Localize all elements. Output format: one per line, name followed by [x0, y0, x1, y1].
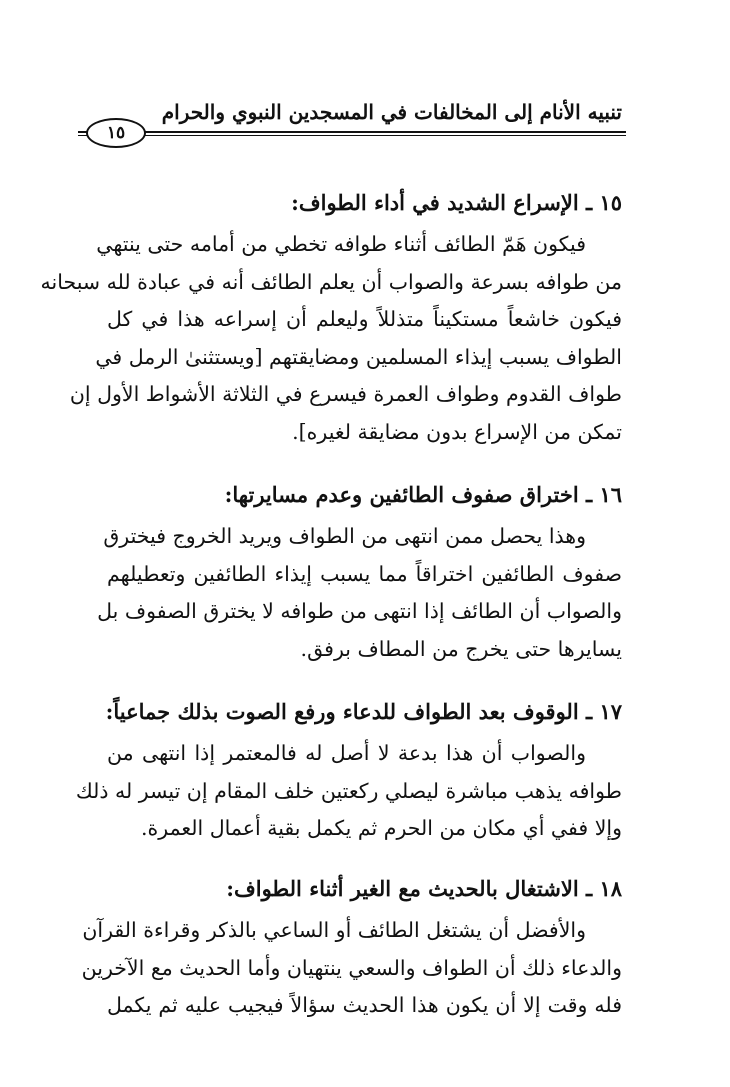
section-15 [40, 186, 622, 451]
paragraph-line: وهذا يحصل ممن انتهى من الطواف ويريد الخروج فيخترق [103, 524, 586, 548]
paragraph-line: صفوف الطائفين اختراقاً مما يسبب إيذاء الطائفين وتعطيلهم [107, 561, 622, 586]
section-18 [81, 872, 622, 1025]
section-heading: ١٦ ـ اختراق صفوف الطائفين وعدم مسايرتها: [224, 482, 622, 507]
section-heading: ١٥ ـ الإسراع الشديد في أداء الطواف: [291, 190, 622, 215]
section-paragraph [97, 518, 622, 668]
paragraph-line: فيكون خاشعاً مستكيناً متذللاً وليعلم أن إسراعه هذا في كل [107, 307, 622, 331]
paragraph-line: تمكن من الإسراع بدون مضايقة لغيره]. [292, 419, 622, 444]
paragraph-line: والصواب أن هذا بدعة لا أصل له فالمعتمر إذا انتهى من [107, 741, 586, 765]
section-paragraph [75, 735, 622, 848]
paragraph-line: والدعاء ذلك أن الطواف والسعي ينتهيان وأما الحديث مع الآخرين [81, 955, 622, 980]
paragraph-line: من طوافه بسرعة والصواب أن يعلم الطائف أنه في عبادة لله سبحانه [40, 269, 622, 294]
section-16 [97, 478, 622, 668]
paragraph-line: طواف القدوم وطواف العمرة فيسرع في الثلاثة الأشواط الأول إن [69, 382, 622, 406]
section-paragraph [81, 912, 622, 1025]
paragraph-line: والصواب أن الطائف إذا انتهى من طوافه لا يخترق الصفوف بل [97, 599, 622, 623]
paragraph-line: والأفضل أن يشتغل الطائف أو الساعي بالذكر وقراءة القرآن [82, 918, 586, 942]
page-number-badge: ١٥ [86, 118, 146, 148]
section-heading: ١٧ ـ الوقوف بعد الطواف للدعاء ورفع الصوت بذلك جماعياً: [105, 699, 622, 724]
paragraph-line: فله وقت إلا أن يكون هذا الحديث سؤالاً فيجيب عليه ثم يكمل [107, 993, 622, 1017]
paragraph-line: طوافه يذهب مباشرة ليصلي ركعتين خلف المقام إن تيسر له ذلك [75, 778, 622, 803]
paragraph-line: فيكون هَمّ الطائف أثناء طوافه تخطي من أمامه حتى ينتهي [96, 232, 586, 256]
section-17 [75, 695, 622, 848]
paragraph-line: يسايرها حتى يخرج من المطاف برفق. [300, 636, 622, 661]
running-header-title: تنبيه الأنام إلى المخالفات في المسجدين النبوي والحرام [161, 100, 622, 124]
paragraph-line: الطواف يسبب إيذاء المسلمين ومضايقتهم [ويستثنىٰ الرمل في [95, 344, 622, 369]
section-heading: ١٨ ـ الاشتغال بالحديث مع الغير أثناء الطواف: [226, 876, 622, 901]
paragraph-line: وإلا ففي أي مكان من الحرم ثم يكمل بقية أعمال العمرة. [141, 816, 622, 840]
section-paragraph [40, 226, 622, 451]
header-rule [78, 131, 626, 136]
